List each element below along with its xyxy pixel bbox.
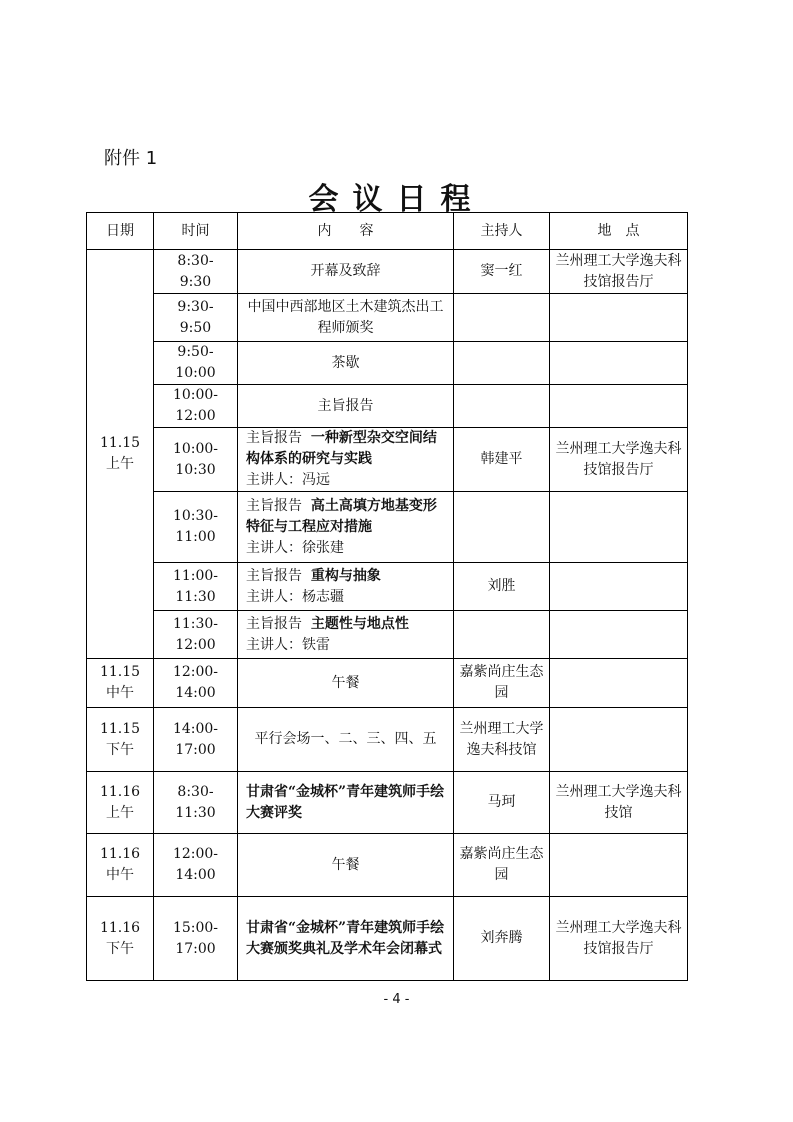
time-cell: 11:00- 11:30 — [154, 563, 238, 611]
report-label: 主旨报告 — [246, 615, 302, 632]
place-cell — [550, 342, 688, 385]
time-cell: 11:30- 12:00 — [154, 611, 238, 659]
time-cell: 9:50- 10:00 — [154, 342, 238, 385]
content-cell: 茶歇 — [238, 342, 454, 385]
table-header-row — [87, 213, 688, 250]
report-speaker: 主讲人：杨志疆 — [246, 588, 344, 605]
place-cell: 兰州理工大学逸夫科技馆报告厅 — [550, 428, 688, 492]
place-cell — [550, 385, 688, 428]
time-cell: 10:00- 12:00 — [154, 385, 238, 428]
report-title: 一种新型杂交空间结构体系的研究与实践 — [246, 430, 437, 467]
report-title: 高土高填方地基变形特征与工程应对措施 — [246, 497, 437, 535]
time-cell: 10:00- 10:30 — [154, 428, 238, 492]
report-speaker: 主讲人：徐张建 — [246, 539, 344, 556]
host-cell: 嘉紫尚庄生态园 — [454, 834, 550, 897]
date-cell: 11.15 下午 — [87, 708, 154, 772]
date-cell: 11.15 中午 — [87, 659, 154, 708]
attachment-label: 附件 1 — [104, 148, 158, 169]
time-cell: 14:00- 17:00 — [154, 708, 238, 772]
content-cell: 甘肃省“金城杯”青年建筑师手绘大赛评奖 — [238, 772, 454, 834]
place-cell — [550, 492, 688, 563]
host-cell — [454, 342, 550, 385]
content-cell: 主旨报告 — [238, 385, 454, 428]
place-cell — [550, 611, 688, 659]
time-cell: 9:30- 9:50 — [154, 294, 238, 342]
report-speaker: 主讲人：铁雷 — [246, 636, 330, 653]
time-cell: 12:00- 14:00 — [154, 659, 238, 708]
host-cell: 刘奔腾 — [454, 897, 550, 981]
date-cell: 11.15 上午 — [87, 250, 154, 659]
header-time: 时间 — [154, 213, 238, 250]
report-speaker: 主讲人：冯远 — [246, 472, 330, 488]
page-number: - 4 - — [383, 992, 410, 1007]
place-cell: 兰州理工大学逸夫科技馆 — [550, 772, 688, 834]
table-row — [87, 428, 688, 492]
host-cell: 兰州理工大学逸夫科技馆 — [454, 708, 550, 772]
host-cell: 窦一红 — [454, 250, 550, 294]
place-cell: 兰州理工大学逸夫科技馆报告厅 — [550, 897, 688, 981]
time-cell: 15:00- 17:00 — [154, 897, 238, 981]
report-content-cell — [238, 611, 454, 659]
time-cell: 12:00- 14:00 — [154, 834, 238, 897]
table-row — [87, 294, 688, 342]
report-content-cell — [238, 428, 454, 492]
host-cell — [454, 294, 550, 342]
time-cell: 8:30- 11:30 — [154, 772, 238, 834]
content-cell: 午餐 — [238, 659, 454, 708]
table-row — [87, 250, 688, 294]
header-place: 地 点 — [550, 213, 688, 250]
table-row — [87, 385, 688, 428]
table-row — [87, 834, 688, 897]
time-cell: 10:30- 11:00 — [154, 492, 238, 563]
date-cell: 11.16 中午 — [87, 834, 154, 897]
report-content-cell — [238, 563, 454, 611]
host-cell: 嘉紫尚庄生态园 — [454, 659, 550, 708]
table-row — [87, 708, 688, 772]
report-title: 主题性与地点性 — [310, 615, 409, 632]
report-label: 主旨报告 — [246, 430, 302, 446]
place-cell — [550, 294, 688, 342]
schedule-table — [86, 212, 688, 981]
header-content: 内 容 — [238, 213, 454, 250]
table-row — [87, 563, 688, 611]
header-host: 主持人 — [454, 213, 550, 250]
place-cell — [550, 563, 688, 611]
host-cell: 马珂 — [454, 772, 550, 834]
report-label: 主旨报告 — [246, 567, 302, 584]
table-row — [87, 659, 688, 708]
place-cell — [550, 834, 688, 897]
host-cell — [454, 385, 550, 428]
table-row — [87, 611, 688, 659]
time-cell: 8:30- 9:30 — [154, 250, 238, 294]
content-cell: 甘肃省“金城杯”青年建筑师手绘大赛颁奖典礼及学术年会闭幕式 — [238, 897, 454, 981]
table-row — [87, 897, 688, 981]
report-title: 重构与抽象 — [310, 567, 381, 584]
table-row — [87, 342, 688, 385]
host-cell — [454, 611, 550, 659]
report-content-cell — [238, 492, 454, 563]
content-cell: 午餐 — [238, 834, 454, 897]
content-cell: 开幕及致辞 — [238, 250, 454, 294]
date-cell: 11.16 上午 — [87, 772, 154, 834]
place-cell — [550, 708, 688, 772]
header-date: 日期 — [87, 213, 154, 250]
host-cell — [454, 492, 550, 563]
table-row — [87, 772, 688, 834]
table-row — [87, 492, 688, 563]
host-cell: 韩建平 — [454, 428, 550, 492]
date-cell: 11.16 下午 — [87, 897, 154, 981]
content-cell: 平行会场一、二、三、四、五 — [238, 708, 454, 772]
place-cell — [550, 659, 688, 708]
host-cell: 刘胜 — [454, 563, 550, 611]
report-label: 主旨报告 — [246, 497, 302, 514]
place-cell: 兰州理工大学逸夫科技馆报告厅 — [550, 250, 688, 294]
page-title: 会议日程 — [308, 182, 485, 217]
content-cell: 中国中西部地区土木建筑杰出工程师颁奖 — [238, 294, 454, 342]
